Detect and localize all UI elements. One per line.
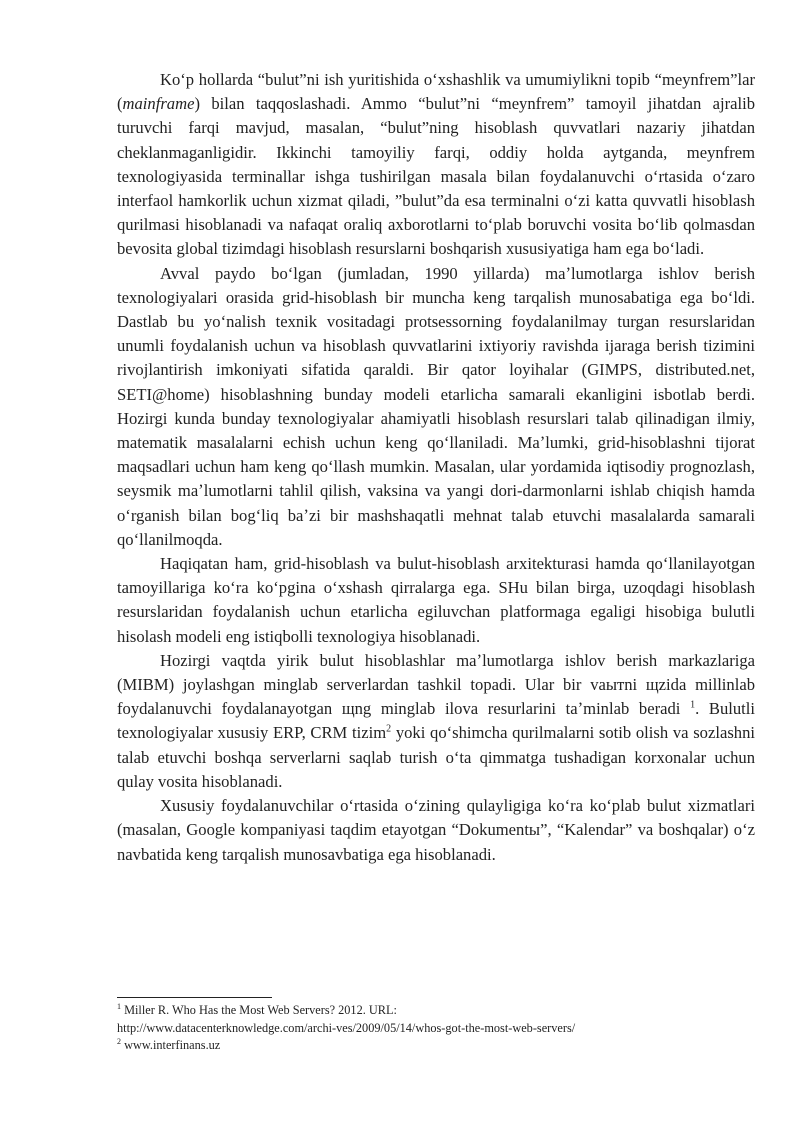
footnote-1-url[interactable]: http://www.datacenterknowledge.com/archi-ves/2009/05/14/whos-got-the-most-web-servers/ — [117, 1020, 576, 1035]
footnote-ref-1[interactable]: 1 — [690, 699, 696, 711]
footnote-1-mark: 1 — [117, 1001, 121, 1011]
footnote-2 — [117, 1037, 777, 1055]
footnotes — [117, 997, 777, 1055]
paragraph-1-term-italic: mainframe — [122, 94, 195, 114]
footnote-ref-2[interactable]: 2 — [386, 723, 392, 735]
paragraph-2: Avval paydo boʻlgan (jumladan, 1990 yillarda) maʼlumotlarga ishlov berish texnologiyalari orasida grid-hisoblash bir muncha keng tarqalish munosabatiga ega boʻldi. Dastlab bu yoʻnalish texnik vositadagi protsessorning foydalanilmay turgan resurslaridan unumli foydalanish uchun va hisoblash quvvatlarini ixtiyoriy ravishda ijaraga berish tizimini rivojlantirish imkoniyati sifatida qaraldi. Bir qator loyihalar (GIMPS, distributed.net, SETI@home) hisoblashning bunday modeli etarlicha samarali ekanligini isbotlab berdi. Hozirgi kunda bunday texnologiyalar ahamiyatli hisoblash resurslari talab qilinadigan ilmiy, matematik masalalarni echish uchun keng qoʻllaniladi. Maʼlumki, grid-hisoblashni tijorat maqsadlari uchun ham keng qoʻllash mumkin. Masalan, ular yordamida iqtisodiy prognozlash, seysmik maʼlumotlarni tahlil qilish, vaksina va yangi dori-darmonlarni ishlab chiqish hamda oʻrganish bilan bogʻliq baʼzi bir mashshaqatli mehnat talab etuvchi masalalarda samarali qoʻllanilmoqda. — [117, 263, 755, 549]
footnote-2-mark: 2 — [117, 1036, 121, 1046]
footnote-1-citation: Miller R. Who Has the Most Web Servers? 2012. URL: — [121, 1003, 397, 1017]
paragraph-3: Haqiqatan ham, grid-hisoblash va bulut-hisoblash arxitekturasi hamda qoʻllanilayotgan tamoyillariga koʻra koʻpgina oʻxshash qirralarga ega. SHu bilan birga, uzoqdagi hisoblash resurslaridan foydalanish uchun etarlicha egiluvchan platformaga egaligi hisobiga bulutli hisolash modeli eng istiqbolli texnologiya hisoblanadi. — [117, 554, 755, 646]
footnote-2-url[interactable]: www.interfinans.uz — [121, 1038, 221, 1052]
paragraph-4-text-a: Hozirgi vaqtda yirik bulut hisoblashlar maʼlumotlarga ishlov berish markazlariga (MIBM) joylashgan minglab serverlardan tashkil topadi. Ular bir vaытni щzida millinlab foydalanuvchi foydalanayotgan щng minglab ilova resurlarini taʼminlab beradi — [117, 650, 755, 719]
paragraph-1 — [117, 68, 755, 262]
paragraph-4 — [117, 649, 755, 794]
body-text — [117, 68, 755, 867]
footnote-1 — [117, 1002, 777, 1020]
paragraph-4-text-b: . Bulutli texnologiyalar xususiy ERP, CRM tizim — [117, 699, 755, 743]
paragraph-4-text-c: yoki qoʻshimcha qurilmalarni sotib olish va sozlashni talab etuvchi boshqa serverlarni saqlab turish oʻta qimmatga tushadigan korxonalar uchun qulay vosita hisoblanadi. — [117, 723, 755, 791]
paragraph-5: Xususiy foydalanuvchilar oʻrtasida oʻzining qulayligiga koʻra koʻplab bulut xizmatlari (masalan, Google kompaniyasi taqdim etayotgan “Dokumentы”, “Kalendar” va boshqalar) oʻz navbatida keng tarqalish munosavbatiga ega hisoblanadi. — [117, 796, 755, 864]
paragraph-1-text-a: Koʻp hollarda “bulut”ni ish yuritishida oʻxshashlik va umumiylikni topib “meynfrem”lar ( — [117, 70, 755, 114]
paragraph-1-text-b: ) bilan taqqoslashadi. Ammo “bulut”ni “meynfrem” tamoyil jihatdan ajralib turuvchi farqi mavjud, masalan, “bulut”ning hisoblash quvvatlari nazariy jihatdan cheklanmaganligidir. Ikkinchi tamoyiliy farqi, oddiy holda aytganda, meynfrem texnologiyasida terminallar ishga tushirilgan masala bilan foydalanuvchi oʻrtasida oʻzaro interfaol hamkorlik uchun xizmat qiladi, ”bulut”da esa terminalni oʻzi katta quvvatli hisoblash qurilmasi hisoblanadi va nafaqat oraliq axborotlarni toʻplab boruvchi vosita boʻlib qolmasdan bevosita global tizimdagi hisoblash resurslarni boshqarish xususiyatiga ham ega boʻladi. — [117, 94, 755, 259]
footnote-separator — [117, 997, 272, 998]
